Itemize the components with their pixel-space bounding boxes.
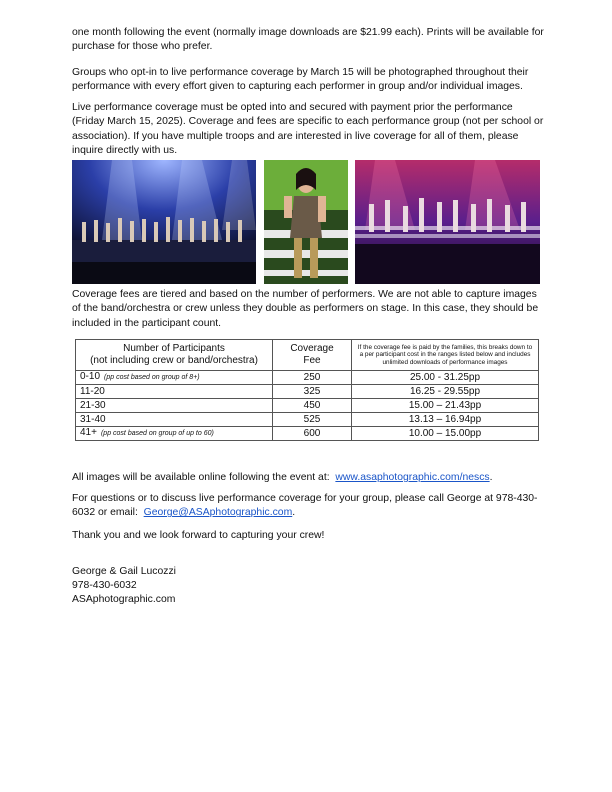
- cell-fee: 600: [273, 427, 352, 441]
- header-fee-subtitle: Fee: [303, 355, 321, 366]
- header-fee: [273, 340, 352, 371]
- cell-range: 16.25 - 29.55pp: [352, 385, 539, 399]
- participants-value: 41+: [80, 427, 97, 438]
- cell-range: 13.13 – 16.94pp: [352, 413, 539, 427]
- signature-names: George & Gail Lucozzi: [72, 566, 176, 577]
- header-participants-subtitle: (not including crew or band/orchestra): [90, 355, 258, 366]
- contact-text: For questions or to discuss live performance coverage for your group, please call George at 978-430-6032 or email:: [72, 493, 538, 519]
- participants-value: 0-10: [80, 371, 101, 382]
- photo-group-stage-red: [355, 160, 540, 284]
- paragraph-fee-tiers: Coverage fees are tiered and based on the number of performers. We are not able to capture images of the band/orchestra or crew unless they double as performers on stage. In this case, they should be included in the participant count.: [72, 289, 539, 329]
- signature-phone: 978-430-6032: [72, 580, 137, 591]
- participants-value: 31-40: [80, 413, 106, 425]
- paragraph-online-availability: All images will be available online following the event at: www.asaphotographic.com/nescs.: [72, 472, 493, 483]
- cell-fee: 525: [273, 413, 352, 427]
- paragraph-download-pricing: one month following the event (normally image downloads are $21.99 each). Prints will be available for purchase for those who prefer.: [72, 27, 544, 53]
- participants-note: (pp cost based on group of 8+): [104, 374, 200, 381]
- online-text: All images will be available online following the event at:: [72, 472, 330, 483]
- cell-fee: 325: [273, 385, 352, 399]
- participants-value: 11-20: [80, 385, 105, 397]
- header-participants-title: Number of Participants: [123, 343, 225, 354]
- table-row: [76, 385, 539, 399]
- cell-range: 15.00 – 21.43pp: [352, 399, 539, 413]
- participants-note: (pp cost based on group of up to 60): [100, 430, 214, 437]
- signature-site: ASAphotographic.com: [72, 594, 176, 605]
- header-range: [352, 340, 539, 371]
- paragraph-opt-in: Groups who opt-in to live performance coverage by March 15 will be photographed throughout their performance with every effort given to capturing each performer in group and/or individual images.: [72, 67, 529, 93]
- cell-fee: 450: [273, 399, 352, 413]
- cell-participants: [76, 413, 273, 427]
- cell-participants: [76, 371, 273, 385]
- table-row: [76, 427, 539, 441]
- header-participants: [76, 340, 273, 371]
- fee-table-header: [76, 340, 539, 371]
- paragraph-coverage-deadline: Live performance coverage must be opted into and secured with payment prior the performance (Friday March 15, 2025). Coverage and fees are specific to each performance group (not per school or association). If you have multiple troops and are interested in live coverage for all of them, please inquire directly with us.: [72, 102, 544, 157]
- participants-value: 21-30: [80, 399, 106, 411]
- gallery-link[interactable]: www.asaphotographic.com/nescs: [335, 472, 490, 483]
- table-row: [76, 371, 539, 385]
- cell-fee: 250: [273, 371, 352, 385]
- paragraph-thanks: Thank you and we look forward to capturing your crew!: [72, 530, 325, 541]
- header-fee-title: Coverage: [290, 343, 334, 354]
- cell-participants: [76, 427, 273, 441]
- table-row: [76, 399, 539, 413]
- header-range-note: If the coverage fee is paid by the families, this breaks down to a per participant cost in the ranges listed below and includes unlimited downloads of performance images: [357, 343, 533, 366]
- fee-table: [75, 339, 539, 441]
- photo-choir-stage-blue: [72, 160, 256, 284]
- cell-participants: [76, 385, 273, 399]
- email-link[interactable]: George@ASAphotographic.com: [143, 507, 293, 519]
- paragraph-contact: For questions or to discuss live performance coverage for your group, please call George at 978-430-6032 or email: George@ASAphotographic.com.: [72, 493, 538, 519]
- table-row: [76, 413, 539, 427]
- cell-participants: [76, 399, 273, 413]
- photo-solo-performer: [264, 160, 348, 284]
- cell-range: 10.00 – 15.00pp: [352, 427, 539, 441]
- cell-range: 25.00 - 31.25pp: [352, 371, 539, 385]
